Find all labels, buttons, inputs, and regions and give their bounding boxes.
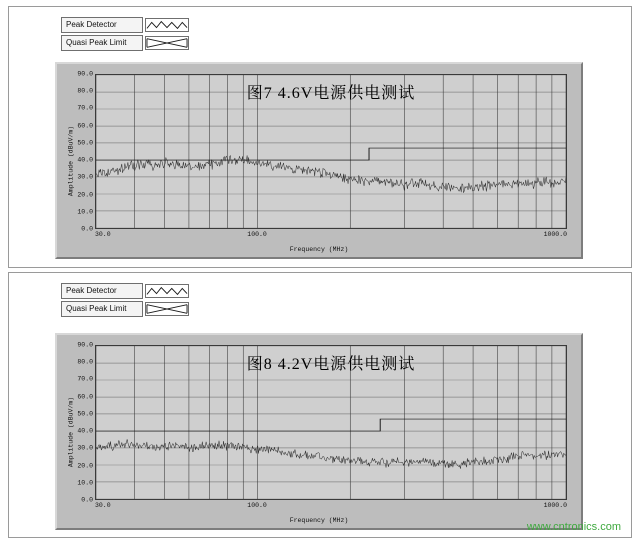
chart-title-bottom: 图8 4.2V电源供电测试 [246,356,416,373]
legend-top [61,17,189,53]
x-tick-label: 1000.0 [543,502,567,509]
y-axis-labels [63,70,93,233]
legend-row [61,35,189,51]
x-axis-labels [95,231,567,241]
y-tick-label: 80.0 [77,87,93,95]
x-axis-title: Frequency (MHz) [289,517,349,524]
x-tick-label: 30.0 [95,502,111,509]
legend-label-quasi-peak-limit: Quasi Peak Limit [61,301,143,317]
y-tick-label: 20.0 [77,191,93,199]
chart-title-top: 图7 4.6V电源供电测试 [246,85,416,102]
y-tick-label: 50.0 [77,410,93,418]
y-tick-label: 0.0 [81,496,93,504]
y-tick-label: 80.0 [77,358,93,366]
legend-label-peak-detector: Peak Detector [61,17,143,33]
y-tick-label: 0.0 [81,225,93,233]
peak-trace-icon [145,18,189,32]
legend-label-peak-detector: Peak Detector [61,283,143,299]
y-axis-labels [63,341,93,504]
y-tick-label: 60.0 [77,122,93,130]
legend-row [61,17,189,33]
y-tick-label: 50.0 [77,139,93,147]
watermark: www.cntronics.com [526,521,621,533]
peak-trace-icon [145,284,189,298]
y-tick-label: 10.0 [77,208,93,216]
y-tick-label: 70.0 [77,104,93,112]
plot-area-top [95,74,567,229]
legend-bottom [61,283,189,319]
legend-row [61,301,189,317]
plot-area-bottom [95,345,567,500]
x-axis-labels [95,502,567,512]
y-tick-label: 40.0 [77,427,93,435]
y-tick-label: 90.0 [77,70,93,78]
figure-panel-bottom [8,272,632,538]
x-tick-label: 100.0 [247,231,267,238]
y-tick-label: 70.0 [77,375,93,383]
chart-frame-bottom [55,333,583,530]
y-tick-label: 40.0 [77,156,93,164]
quasi-peak-limit-icon [145,36,189,50]
chart-frame-top [55,62,583,259]
y-tick-label: 30.0 [77,173,93,181]
y-tick-label: 10.0 [77,479,93,487]
x-tick-label: 30.0 [95,231,111,238]
legend-row [61,283,189,299]
plot-area-wrapper [95,345,567,500]
y-tick-label: 30.0 [77,444,93,452]
y-tick-label: 90.0 [77,341,93,349]
quasi-peak-limit-icon [145,302,189,316]
x-axis-title: Frequency (MHz) [289,246,349,253]
x-tick-label: 1000.0 [543,231,567,238]
legend-label-quasi-peak-limit: Quasi Peak Limit [61,35,143,51]
y-axis-title: Amplitude (dBuV/m) [67,125,75,196]
x-tick-label: 100.0 [247,502,267,509]
y-tick-label: 20.0 [77,462,93,470]
y-tick-label: 60.0 [77,393,93,401]
figure-panel-top [8,6,632,268]
plot-area-wrapper [95,74,567,229]
y-axis-title: Amplitude (dBuV/m) [67,396,75,467]
